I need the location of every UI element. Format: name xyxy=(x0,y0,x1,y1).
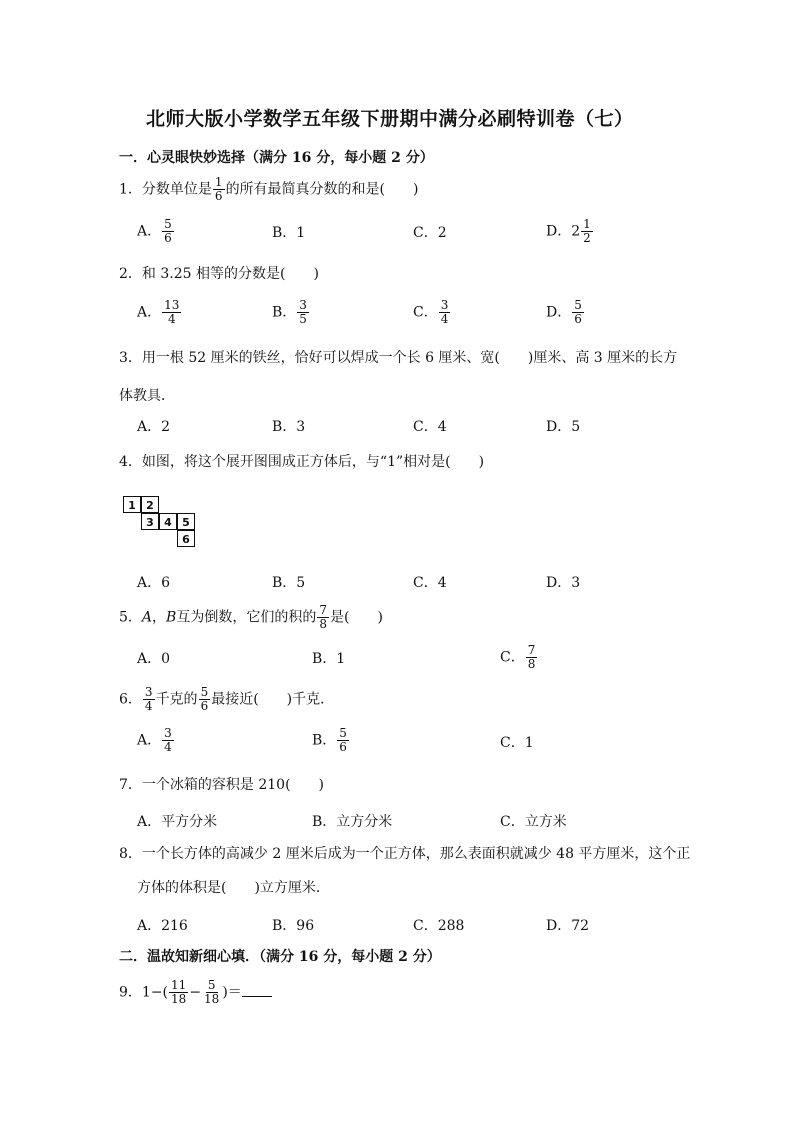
option-a[interactable]: A．6 xyxy=(137,575,171,591)
fraction: $\frac{5}{18}$ xyxy=(204,978,220,1006)
option-c[interactable]: C． $\frac{3}{4}$ xyxy=(413,298,449,326)
net-cell: 6 xyxy=(177,530,195,547)
question-text: 分数单位是 xyxy=(141,181,212,198)
option-a[interactable]: A． $\frac{3}{4}$ xyxy=(137,726,172,754)
fraction: $\frac{1}{6}$ xyxy=(214,175,223,203)
option-b[interactable]: B．1 xyxy=(312,651,346,667)
option-a[interactable]: A．平方分米 xyxy=(137,814,218,830)
option-d[interactable]: D．3 xyxy=(546,575,581,591)
question-8: 8．一个长方体的高减少 2 厘米后成为一个正方体，那么表面积就减少 48 平方厘米，这个正 xyxy=(119,846,691,862)
question-number: 1． xyxy=(119,181,142,198)
fraction: $\frac{3}{4}$ xyxy=(144,685,153,713)
option-a[interactable]: A． $\frac{13}{4}$ xyxy=(137,298,180,326)
cube-net-figure xyxy=(123,496,203,552)
option-d[interactable]: D．2 $\frac{1}{2}$ xyxy=(546,217,591,245)
option-b[interactable]: B．3 xyxy=(272,419,306,435)
question-5: 5．A，B互为倒数，它们的积的 $\frac{7}{8}$ 是( ) xyxy=(119,603,383,631)
option-c[interactable]: C．4 xyxy=(413,419,447,435)
option-a[interactable]: A． $\frac{5}{6}$ xyxy=(137,217,172,245)
question-8-cont: 方体的体积是( )立方厘米． xyxy=(137,880,330,896)
fraction: $\frac{11}{18}$ xyxy=(171,978,187,1006)
section-heading-1: 一．心灵眼快妙选择（满分 16 分，每小题 2 分） xyxy=(119,150,434,166)
net-cell: 4 xyxy=(159,513,177,530)
net-cell: 2 xyxy=(141,496,159,513)
net-cell: 1 xyxy=(123,496,141,513)
answer-blank[interactable] xyxy=(242,985,272,997)
section-heading-2: 二．温故知新细心填．（满分 16 分，每小题 2 分） xyxy=(119,949,441,965)
fraction: $\frac{7}{8}$ xyxy=(319,603,327,631)
option-d[interactable]: D． $\frac{5}{6}$ xyxy=(546,298,582,326)
variable-b: B xyxy=(166,609,177,626)
option-a[interactable]: A．0 xyxy=(137,651,171,667)
question-6: 6． $\frac{3}{4}$ 千克的 $\frac{5}{6}$ 最接近( )千克． xyxy=(119,685,335,713)
net-cell: 5 xyxy=(177,513,195,530)
fraction: $\frac{5}{6}$ xyxy=(200,685,209,713)
option-c[interactable]: C．4 xyxy=(413,575,447,591)
option-c[interactable]: C．立方米 xyxy=(500,814,567,830)
option-c[interactable]: C．2 xyxy=(413,225,447,241)
question-7: 7．一个冰箱的容积是 210( ) xyxy=(119,777,325,793)
variable-a: A xyxy=(141,609,153,626)
option-b[interactable]: B．5 xyxy=(272,575,306,591)
question-3: 3．用一根 52 厘米的铁丝，恰好可以焊成一个长 6 厘米、宽( )厘米、高 3 厘米的长方 xyxy=(119,350,678,366)
option-a[interactable]: A．216 xyxy=(137,918,188,934)
question-1 xyxy=(119,176,419,203)
option-c[interactable]: C． $\frac{7}{8}$ xyxy=(500,643,536,671)
page-title: 北师大版小学数学五年级下册期中满分必刷特训卷（七） xyxy=(146,108,634,130)
option-b[interactable]: B．96 xyxy=(272,918,315,934)
question-4: 4．如图，将这个展开图围成正方体后，与“1”相对是( ) xyxy=(119,454,485,470)
option-c[interactable]: C．1 xyxy=(500,735,534,751)
option-d[interactable]: D．72 xyxy=(546,918,590,934)
question-2: 2．和 3.25 相等的分数是( ) xyxy=(119,266,319,282)
question-text: 的所有最简真分数的和是( ) xyxy=(225,181,419,198)
option-c[interactable]: C．288 xyxy=(413,918,465,934)
net-cell: 3 xyxy=(141,513,159,530)
option-b[interactable]: B． $\frac{5}{6}$ xyxy=(312,726,347,754)
option-b[interactable]: B．立方分米 xyxy=(312,814,393,830)
option-d[interactable]: D．5 xyxy=(546,419,581,435)
option-a[interactable]: A．2 xyxy=(137,419,171,435)
option-b[interactable]: B．1 xyxy=(272,225,306,241)
question-9: 9．1−( $\frac{11}{18}$ − $\frac{5}{18}$ )＝ xyxy=(119,979,272,1006)
option-b[interactable]: B． $\frac{3}{5}$ xyxy=(272,298,307,326)
question-3-cont: 体教具． xyxy=(119,388,175,404)
